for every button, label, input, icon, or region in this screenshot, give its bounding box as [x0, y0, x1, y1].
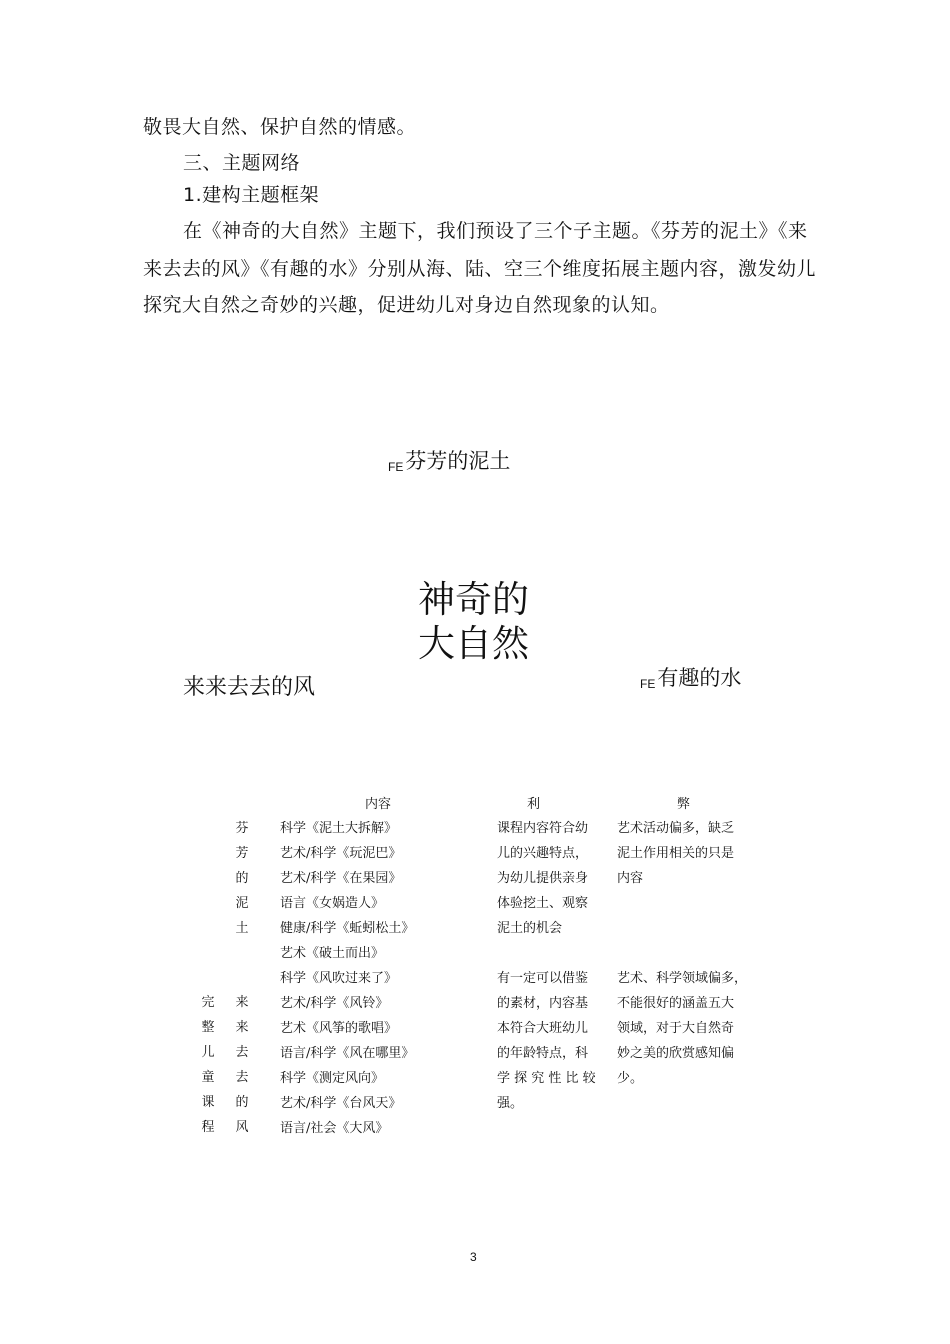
text-line-1: 敬畏大自然、保护自然的情感。 [143, 116, 417, 138]
cons-line: 内容 [617, 871, 644, 886]
cons-line: 不能很好的涵盖五大 [617, 996, 735, 1011]
pros-line: 泥土的机会 [497, 921, 563, 936]
section-heading-3: 三、主题网络 [183, 152, 301, 174]
group-label-char: 的 [235, 871, 249, 886]
outer-category-label [200, 990, 216, 1140]
paragraph-line-3: 探究大自然之奇妙的兴趣，促进幼儿对身边自然现象的认知。 [143, 294, 670, 316]
paragraph-line-2: 来去去的风》《有趣的水》分别从海、陆、空三个维度拓展主题内容，激发幼儿 [143, 258, 817, 280]
subsection-heading-1: 1.建构主题框架 [183, 184, 320, 206]
group-label-wind [234, 990, 250, 1140]
network-node-wind: 来来去去的风 [183, 675, 316, 700]
activity-item: 语言/社会《大风》 [280, 1121, 389, 1136]
table-header-pros: 利 [527, 797, 541, 812]
activity-item: 健康/科学《蚯蚓松土》 [280, 921, 415, 936]
group-label-char: 芬 [235, 821, 249, 836]
center-title-line-1: 神奇的 [418, 578, 529, 621]
node-label-soil: 芬芳的泥土 [405, 449, 511, 473]
activity-item: 科学《泥土大拆解》 [280, 821, 398, 836]
activity-item: 语言/科学《风在哪里》 [280, 1046, 415, 1061]
pros-line: 的年龄特点，科 [497, 1046, 589, 1061]
outer-label-char: 儿 [201, 1045, 215, 1060]
pros-line: 强。 [497, 1096, 524, 1111]
activity-item: 语言《女娲造人》 [280, 896, 385, 911]
activity-item: 艺术《破土而出》 [280, 946, 385, 961]
node-label-water: 有趣的水 [657, 666, 742, 690]
activity-list-soil [280, 816, 414, 966]
group-label-char: 去 [235, 1045, 249, 1060]
activity-item: 艺术/科学《玩泥巴》 [280, 846, 402, 861]
fe-mark: FE [388, 460, 404, 474]
pros-line: 体验挖土、观察 [497, 896, 589, 911]
cons-soil [617, 816, 734, 891]
activity-item: 艺术/科学《台风天》 [280, 1096, 402, 1111]
outer-label-char: 童 [201, 1070, 215, 1085]
group-label-char: 来 [235, 995, 249, 1010]
group-label-char: 的 [235, 1095, 249, 1110]
network-node-soil [388, 445, 510, 475]
pros-wind [497, 966, 596, 1116]
activity-item: 科学《测定风向》 [280, 1071, 385, 1086]
cons-line: 领域，对于大自然奇 [617, 1021, 735, 1036]
activity-item: 艺术《风筝的歌唱》 [280, 1021, 398, 1036]
group-label-soil [234, 816, 250, 941]
cons-line: 妙之美的欣赏感知偏 [617, 1046, 735, 1061]
fe-mark: FE [640, 677, 656, 691]
activity-item: 科学《风吹过来了》 [280, 971, 398, 986]
activity-list-wind [280, 966, 414, 1141]
group-label-char: 来 [235, 1020, 249, 1035]
cons-line: 少。 [617, 1071, 644, 1086]
outer-label-char: 程 [201, 1120, 215, 1135]
network-center-title [418, 578, 529, 666]
network-node-water [640, 662, 741, 692]
activity-item: 艺术/科学《在果园》 [280, 871, 402, 886]
group-label-char: 去 [235, 1070, 249, 1085]
group-label-char: 风 [235, 1120, 249, 1135]
cons-line: 艺术、科学领域偏多， [617, 971, 748, 986]
center-title-line-2: 大自然 [418, 622, 529, 665]
cons-line: 艺术活动偏多，缺乏 [617, 821, 735, 836]
pros-line: 的素材，内容基 [497, 996, 589, 1011]
group-label-char: 泥 [235, 896, 249, 911]
cons-wind [617, 966, 747, 1091]
table-header-cons: 弊 [677, 797, 691, 812]
pros-line: 为幼儿提供亲身 [497, 871, 589, 886]
cons-line: 泥土作用相关的只是 [617, 846, 735, 861]
pros-line: 本符合大班幼儿 [497, 1021, 589, 1036]
pros-soil [497, 816, 588, 941]
outer-label-char: 整 [201, 1020, 215, 1035]
table-header-content: 内容 [365, 797, 392, 812]
paragraph-line-1: 在《神奇的大自然》主题下，我们预设了三个子主题。《芬芳的泥土》《来 [183, 220, 808, 242]
pros-line: 有一定可以借鉴 [497, 971, 589, 986]
pros-line: 课程内容符合幼 [497, 821, 589, 836]
outer-label-char: 课 [201, 1095, 215, 1110]
page-number: 3 [470, 1250, 477, 1264]
group-label-char: 土 [235, 921, 249, 936]
group-label-char: 芳 [235, 846, 249, 861]
pros-line: 儿的兴趣特点， [497, 846, 589, 861]
activity-item: 艺术/科学《风铃》 [280, 996, 389, 1011]
pros-line: 学 探 究 性 比 较 [497, 1071, 596, 1086]
outer-label-char: 完 [201, 995, 215, 1010]
